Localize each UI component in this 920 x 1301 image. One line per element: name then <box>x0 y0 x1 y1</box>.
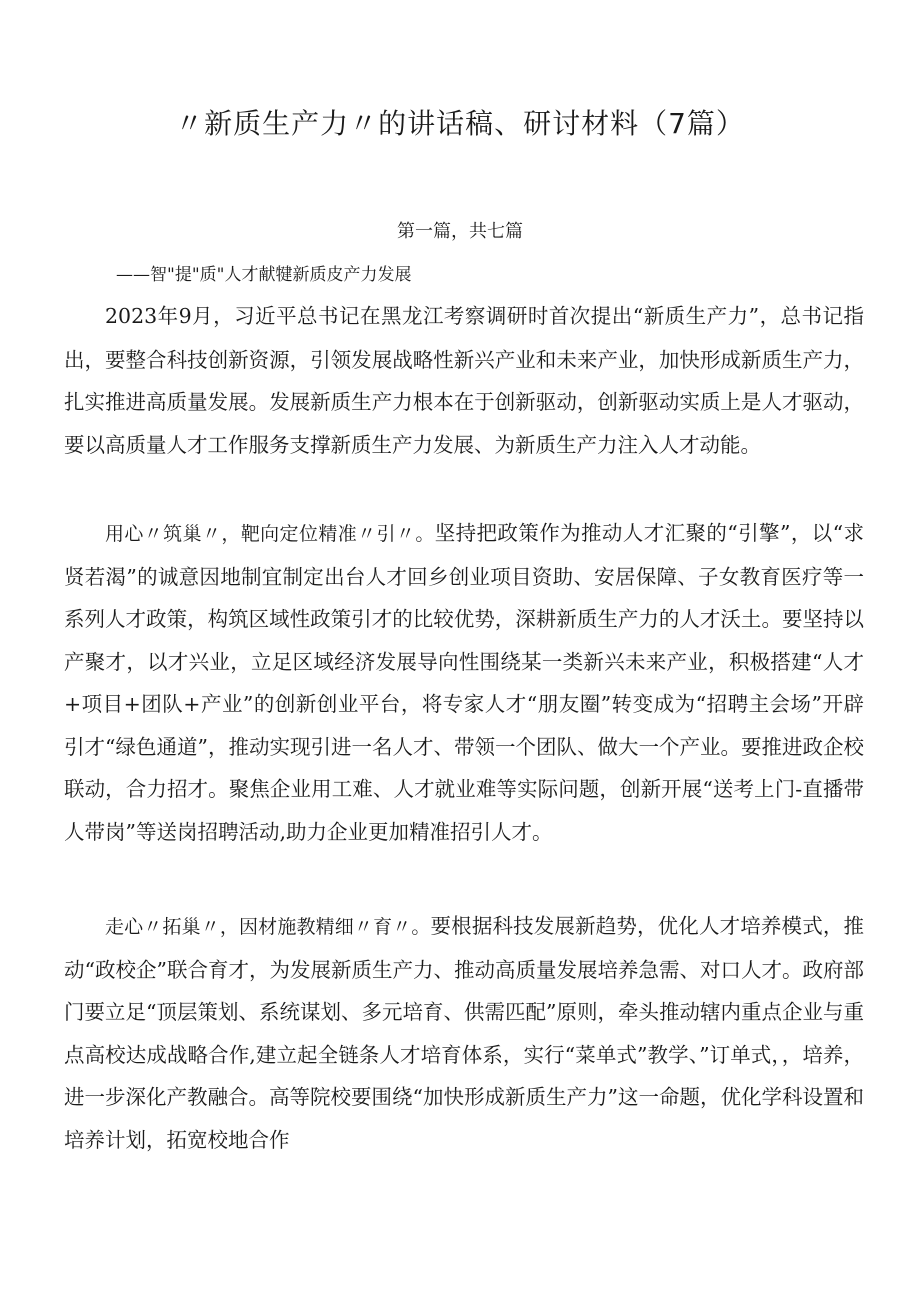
paragraph-text: 要根据科技发展新趋势，优化人才培养模式，推动“政校企”联合育才，为发展新质生产力、推动高质量发展培养急需、对口人才。政府部门要立足“顶层策划、系统谋划、多元培育、供需匹配”原则，牵头推动辖内重点企业与重点高校达成战略合作,建立起全链条人才培育体系，实行“菜单式”教学、”订单式，，培养，进一步深化产教融合。高等院校要围绕“加快形成新质生产力”这一命题，优化学科设置和培养计划，拓宽校地合作 <box>64 914 864 1152</box>
paragraph-3 <box>64 905 864 1161</box>
section-heading: 第一篇，共七篇 <box>397 221 523 242</box>
byline: ——智"提"质"人才献犍新质皮产力发展 <box>116 265 412 285</box>
paragraph-1 <box>64 295 864 466</box>
paragraph-lead: 用心〃筑巢〃，靶向定位精准〃引〃。 <box>105 523 435 545</box>
paragraph-text: 2023年9月，习近平总书记在黑龙江考察调研时首次提出“新质生产力”，总书记指出，要整合科技创新资源，引领发展战略性新兴产业和未来产业，加快形成新质生产力，扎实推进高质量发展。发展新质生产力根本在于创新驱动，创新驱动实质上是人才驱动，要以高质量人才工作服务支撑新质生产力发展、为新质生产力注入人才动能。 <box>64 304 864 457</box>
paragraph-2 <box>64 512 864 853</box>
paragraph-lead: 走心〃拓巢〃，因材施教精细〃育〃。 <box>105 916 431 938</box>
paragraph-text: 坚持把政策作为推动人才汇聚的“引擎”，以“求贤若渴”的诚意因地制宜制定出台人才回乡创业项目资助、安居保障、子女教育医疗等一系列人才政策，构筑区域性政策引才的比较优势，深耕新质生产力的人才沃土。要坚持以产聚才，以才兴业，立足区域经济发展导向性围绕某一类新兴未来产业，积极搭建“人才+项目+团队+产业”的创新创业平台，将专家人才“朋友圈”转变成为“招聘主会场”开辟引才“绿色通道”，推动实现引进一名人才、带领一个团队、做大一个产业。要推进政企校联动，合力招才。聚焦企业用工难、人才就业难等实际问题，创新开展“送考上门-直播带人带岗”等送岗招聘活动,助力企业更加精准招引人才。 <box>64 521 864 844</box>
document-title: 〃新质生产力〃的讲话稿、研讨材料（7篇） <box>175 107 745 140</box>
